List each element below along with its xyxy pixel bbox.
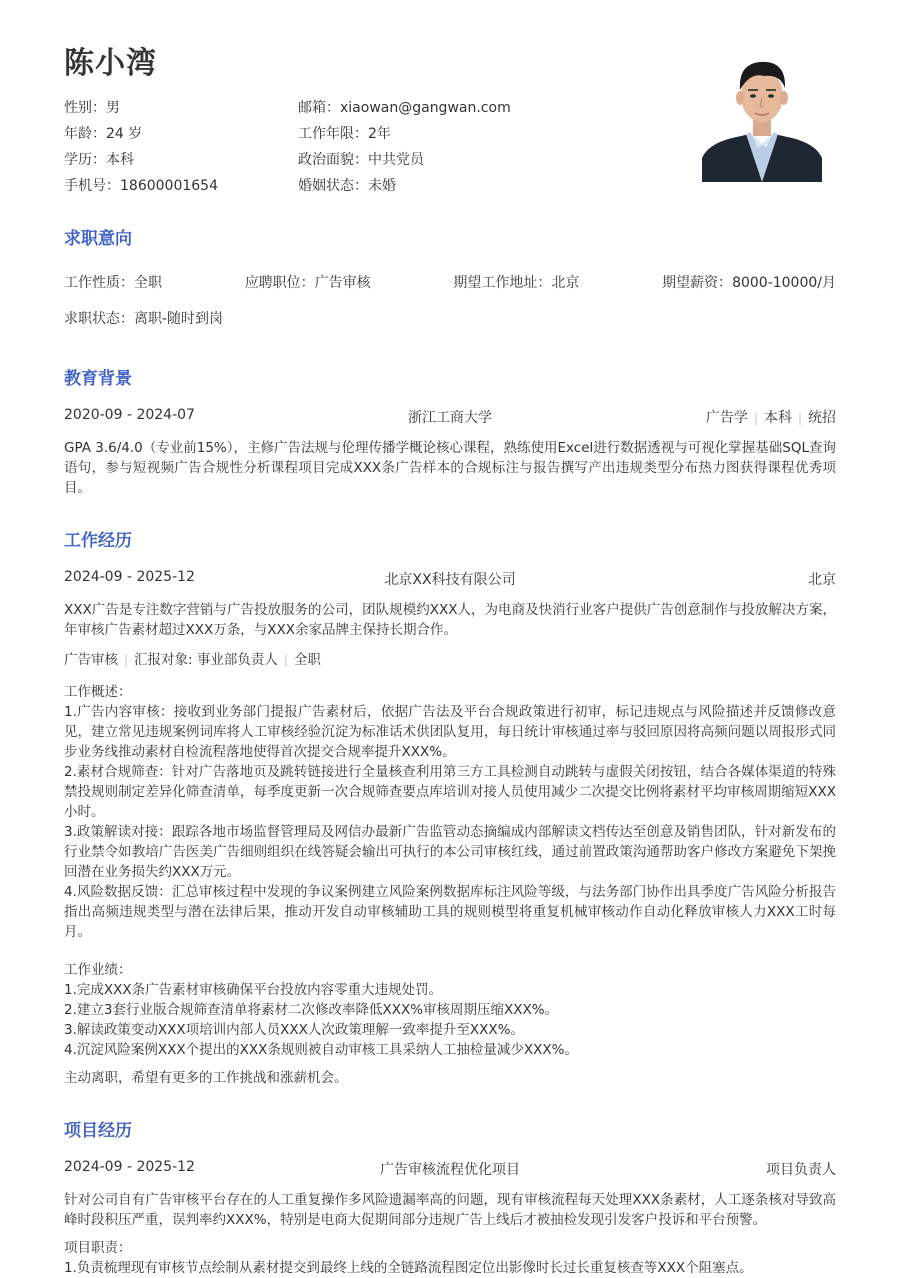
job-type-field: [64, 272, 162, 292]
job-status-label: 求职状态：: [64, 311, 134, 327]
work-overview: [64, 682, 836, 942]
email-field: [298, 97, 598, 117]
profile-photo: [702, 50, 822, 182]
work-performance: [64, 960, 836, 1060]
gender-field: [64, 97, 298, 117]
section-title-education: 教育背景: [64, 369, 132, 389]
job-type-label: 工作性质：: [64, 275, 134, 291]
work-role: 广告审核: [64, 652, 118, 668]
company-description: XXX广告是专注数字营销与广告投放服务的公司，团队规模约XXX人，为电商及快消行业客户提供广告创意制作与投放解决方案，年审核广告素材超过XXX万条，与XXX余家品牌主保持长期合作。: [64, 602, 836, 638]
education-details: [706, 407, 836, 427]
marital-label: 婚姻状态：: [298, 178, 368, 194]
major: 广告学: [705, 410, 748, 426]
work-dates: 2024-09 - 2025-12: [64, 569, 195, 585]
job-intent-row: [64, 272, 836, 292]
leave-reason: 主动离职，希望有更多的工作挑战和涨薪机会。: [64, 1070, 348, 1086]
work-job-type: 全职: [293, 652, 321, 668]
years-label: 工作年限：: [298, 126, 368, 142]
marital-value: 未婚: [368, 178, 396, 194]
position-label: 应聘职位：: [244, 275, 315, 291]
info-row: [64, 94, 664, 120]
performance-item: 1.完成XXX条广告素材审核确保平台投放内容零重大违规处罚。: [64, 982, 443, 998]
work-header-row: [64, 569, 836, 589]
overview-item: 1.广告内容审核：接收到业务部门提报广告素材后，依据广告法及平台合规政策进行初审，标记违规点与风险描述并反馈修改意见，建立常见违规案例词库将人工审核经验沉淀为标准话术供团队复用，每日统计审核通过率与驳回原因将高频问题以周报形式同步业务线推动素材自检流程落地使得首次提交合规率提升XXX%。: [64, 704, 836, 760]
age-value: 24 岁: [106, 126, 143, 142]
duty-item: 1.负责梳理现有审核节点绘制从素材提交到最终上线的全链路流程图定位出影像时长过长重复核查等XXX个阻塞点。: [64, 1260, 753, 1276]
education-dates: 2020-09 - 2024-07: [64, 407, 195, 423]
portrait-image: [702, 50, 822, 182]
duty-title: 项目职责：: [64, 1240, 132, 1256]
project-header-row: [64, 1159, 836, 1179]
personal-info: [64, 94, 664, 198]
education-description: GPA 3.6/4.0（专业前15%），主修广告法规与伦理传播学概论核心课程，熟练使用Excel进行数据透视与可视化掌握基础SQL查询语句，参与短视频广告合规性分析课程项目完成XXX条广告样本的合规标注与报告撰写产出违规类型分布热力图获得课程优秀项目。: [64, 440, 836, 496]
performance-item: 4.沉淀风险案例XXX个提出的XXX条规则被自动审核工具采纳人工抽检量减少XXX%。: [64, 1042, 578, 1058]
political-field: [298, 149, 598, 169]
phone-label: 手机号：: [64, 178, 120, 194]
performance-title: 工作业绩：: [64, 962, 132, 978]
separator: |: [283, 653, 288, 667]
education-level-field: [64, 149, 298, 169]
location-field: [453, 272, 579, 292]
info-row: [64, 172, 664, 198]
political-label: 政治面貌：: [298, 152, 368, 168]
email-value: xiaowan@gangwan.com: [340, 100, 511, 116]
location-value: 北京: [551, 275, 580, 291]
project-duties: [64, 1238, 836, 1278]
work-tags: [64, 648, 321, 668]
overview-item: 2.素材合规筛查：针对广告落地页及跳转链接进行全量核查利用第三方工具检测自动跳转与虚假关闭按钮，结合各媒体渠道的特殊禁投规则制定差异化筛查清单，每季度更新一次合规筛查要点库培训对接人员使用减少二次提交比例将素材平均审核周期缩短XXX小时。: [64, 764, 836, 820]
performance-item: 3.解读政策变动XXX项培训内部人员XXX人次政策理解一致率提升至XXX%。: [64, 1022, 524, 1038]
position-value: 广告审核: [314, 275, 371, 291]
study-mode: 统招: [808, 410, 836, 426]
salary-field: [662, 272, 836, 292]
school-name: 浙江工商大学: [408, 410, 492, 426]
degree: 本科: [763, 410, 792, 426]
gender-label: 性别：: [64, 100, 106, 116]
project-dates: 2024-09 - 2025-12: [64, 1159, 195, 1175]
marital-field: [298, 175, 598, 195]
years-field: [298, 123, 598, 143]
overview-title: 工作概述：: [64, 684, 132, 700]
info-row: [64, 146, 664, 172]
performance-item: 2.建立3套行业版合规筛查清单将素材二次修改率降低XXX%审核周期压缩XXX%。: [64, 1002, 559, 1018]
years-value: 2年: [368, 126, 391, 142]
company-name: 北京XX科技有限公司: [384, 572, 516, 588]
section-title-work: 工作经历: [64, 531, 132, 551]
job-status-field: [64, 308, 223, 328]
age-field: [64, 123, 298, 143]
position-field: [245, 272, 371, 292]
section-title-job-intent: 求职意向: [64, 229, 132, 249]
edu-value: 本科: [106, 152, 134, 168]
project-description: 针对公司自有广告审核平台存在的人工重复操作多风险遗漏率高的问题，现有审核流程每天处理XXX条素材，人工逐条核对导致高峰时段积压严重，误判率约XXX%，特别是电商大促期间部分违规广告上线后才被抽检发现引发客户投诉和平台预警。: [64, 1192, 836, 1228]
email-label: 邮箱：: [298, 100, 340, 116]
project-role: 项目负责人: [766, 1162, 836, 1178]
overview-item: 3.政策解读对接：跟踪各地市场监督管理局及网信办最新广告监管动态摘编成内部解读文档传达至创意及销售团队，针对新发布的行业禁令如教培广告医美广告细则组织在线答疑会输出可执行的本公司审核红线，通过前置政策沟通帮助客户修改方案避免下架挽回潜在业务损失约XXX万元。: [64, 824, 836, 880]
gender-value: 男: [106, 100, 120, 116]
info-row: [64, 120, 664, 146]
job-status-row: [64, 308, 836, 328]
separator: |: [753, 411, 758, 425]
separator: |: [124, 653, 129, 667]
education-header-row: [64, 407, 836, 427]
phone-field: [64, 175, 298, 195]
project-name: 广告审核流程优化项目: [380, 1162, 520, 1178]
job-type-value: 全职: [134, 275, 162, 291]
candidate-name: 陈小湾: [64, 46, 157, 81]
edu-label: 学历：: [64, 152, 106, 168]
phone-value: 18600001654: [120, 178, 218, 194]
political-value: 中共党员: [368, 152, 424, 168]
separator: |: [797, 411, 802, 425]
salary-label: 期望薪资：: [662, 275, 733, 291]
age-label: 年龄：: [64, 126, 106, 142]
job-status-value: 离职-随时到岗: [134, 311, 224, 327]
location-label: 期望工作地址：: [453, 275, 552, 291]
salary-value: 8000-10000/月: [732, 275, 836, 291]
work-city: 北京: [808, 572, 836, 588]
overview-item: 4.风险数据反馈：汇总审核过程中发现的争议案例建立风险案例数据库标注风险等级，与法务部门协作出具季度广告风险分析报告指出高频违规类型与潜在法律后果，推动开发自动审核辅助工具的规则模型将重复机械审核动作自动化释放审核人力XXX工时每月。: [64, 884, 836, 940]
report-to: 汇报对象: 事业部负责人: [134, 652, 278, 668]
section-title-project: 项目经历: [64, 1121, 132, 1141]
